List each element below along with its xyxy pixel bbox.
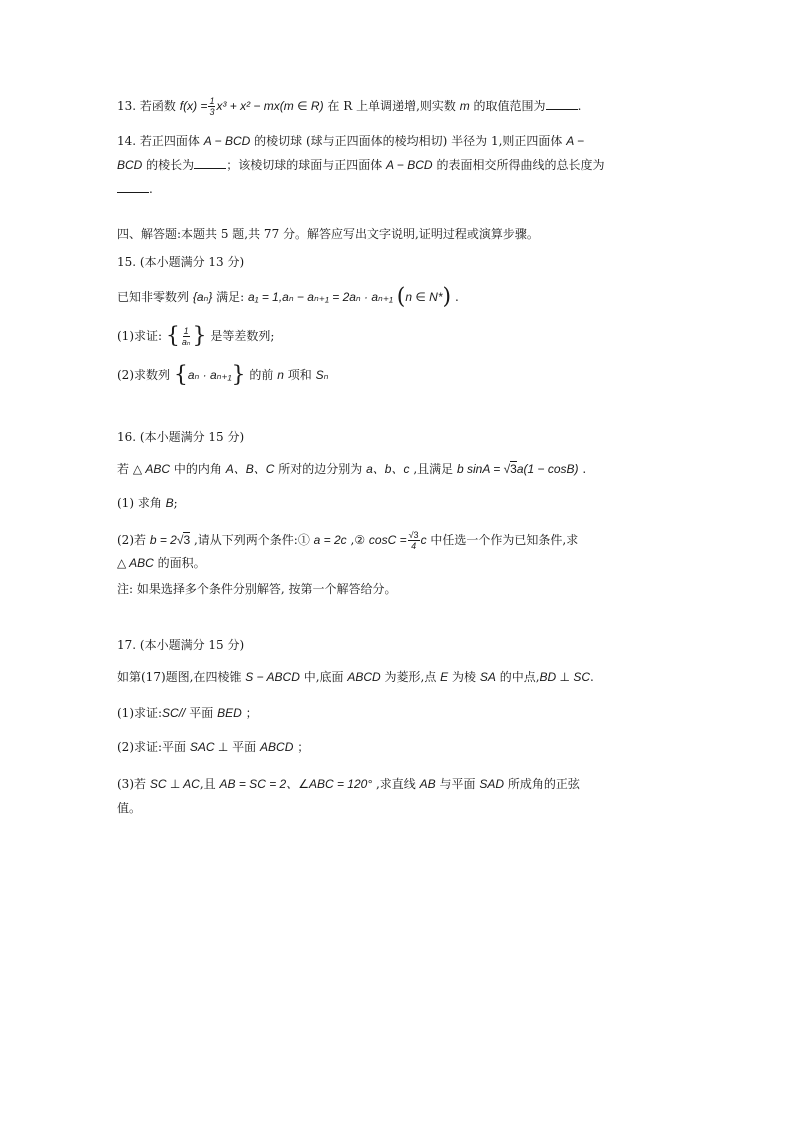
question-15-part-2: (2)求数列 {aₙ · aₙ₊₁} 的前 n 项和 Sₙ: [117, 362, 329, 388]
math-expression: aₙ · aₙ₊₁: [187, 368, 232, 382]
answer-blank: [546, 97, 578, 110]
question-14-line-2: BCD 的棱长为 ；该棱切球的球面与正四面体 A − BCD 的表面相交所得曲线的总长度为: [117, 158, 605, 172]
question-15-heading: 15. (本小题满分 13 分): [117, 255, 245, 269]
question-17-part-2: (2)求证:平面 SAC ⊥ 平面 ABCD ；: [117, 740, 310, 754]
question-16-heading: 16. (本小题满分 15 分): [117, 430, 245, 444]
question-16-part-2: (2)若 b = 2√3 ,请从下列两个条件:① a = 2c ,② cosC = $\frac{√3}{4}$ c 中任选一个作为已知条件,求: [117, 530, 579, 551]
question-14-line-1: 14. 若正四面体 A − BCD 的棱切球 (球与正四面体的棱均相切) 半径为 1,则正四面体 A −: [117, 134, 585, 148]
question-number: 13.: [117, 99, 137, 113]
question-16-note: 注: 如果选择多个条件分别解答, 按第一个解答给分。: [117, 582, 397, 596]
math-expression: a₁ = 1,aₙ − aₙ₊₁ = 2aₙ · aₙ₊₁: [248, 290, 393, 304]
question-17-part-3-line-2: 值。: [117, 801, 142, 815]
question-16-part-1: (1) 求角 B;: [117, 496, 178, 510]
math-expression: f(x) =: [179, 99, 208, 113]
fraction: $\frac{1}{\text{aₙ}}$: [181, 326, 191, 347]
fraction: $\frac{√3}{4}$: [408, 530, 419, 551]
answer-blank: [117, 180, 149, 193]
answer-blank: [194, 156, 226, 169]
section-heading: 四、解答题:本题共 5 题,共 77 分。解答应写出文字说明,证明过程或演算步骤。: [117, 227, 539, 241]
question-16-condition: 若 △ ABC 中的内角 A、B、C 所对的边分别为 a、b、c ,且满足 b sinA = √3a(1 − cosB) .: [117, 462, 587, 476]
question-17-part-3: (3)若 SC ⊥ AC,且 AB = SC = 2、∠ABC = 120° ,求直线 AB 与平面 SAD 所成角的正弦: [117, 777, 580, 791]
question-17-part-1: (1)求证:SC// 平面 BED ；: [117, 706, 258, 720]
question-17-heading: 17. (本小题满分 15 分): [117, 638, 245, 652]
fraction: $\frac{1}{3}$: [209, 96, 215, 117]
math-expression: x³ + x² − mx(m ∈ R): [216, 99, 324, 113]
question-14-line-3: .: [117, 180, 153, 198]
question-15-part-1: (1)求证: { $\frac{1}{\text{aₙ}}$ } 是等差数列;: [117, 323, 275, 349]
question-16-part-2-line-2: △ ABC 的面积。: [117, 556, 206, 570]
question-number: 14.: [117, 134, 137, 148]
question-15-condition: 已知非零数列 {aₙ} 满足: a₁ = 1,aₙ − aₙ₊₁ = 2aₙ · aₙ₊₁ (n ∈ N*) .: [117, 284, 459, 310]
question-13: 13. 若函数 f(x) = $\frac{1}{3}$ x³ + x² − mx(m ∈ R) 在 R 上单调递增,则实数 m 的取值范围为 .: [117, 96, 582, 117]
question-17-condition: 如第(17)题图,在四棱锥 S − ABCD 中,底面 ABCD 为菱形,点 E 为棱 SA 的中点,BD ⊥ SC.: [117, 670, 594, 684]
